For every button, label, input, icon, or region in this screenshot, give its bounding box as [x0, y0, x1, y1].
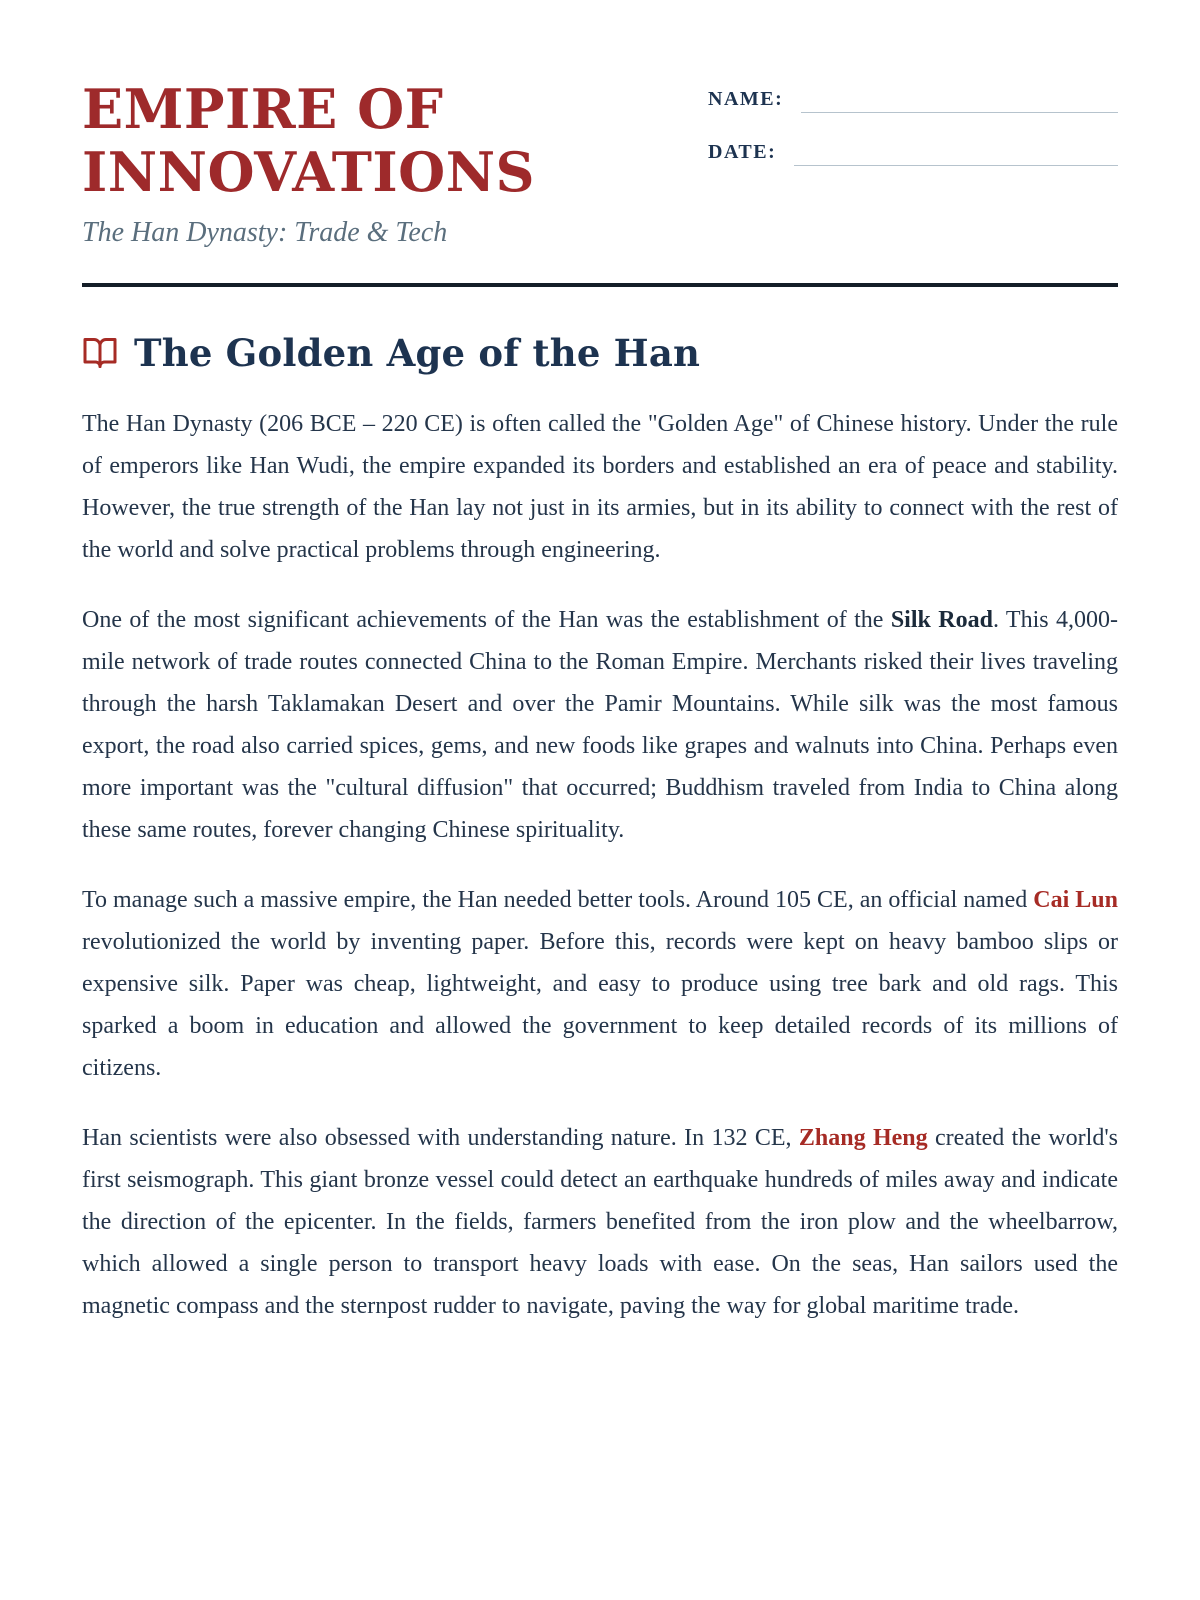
- date-blank-line: [794, 142, 1118, 166]
- body-paragraph: Han scientists were also obsessed with understanding nature. In 132 CE, Zhang Heng created the world's first seismograph. This giant bronze vessel could detect an earthquake hundreds of miles away and indicate the direction of the epicenter. In the fields, farmers benefited from the iron plow and the wheelbarrow, which allowed a single person to transport heavy loads with ease. On the seas, Han sailors used the magnetic compass and the sternpost rudder to navigate, paving the way for global maritime trade.: [82, 1125, 1119, 1320]
- page-subtitle: The Han Dynasty: Trade & Tech: [82, 217, 448, 249]
- section-heading: The Golden Age of the Han: [134, 331, 701, 376]
- header-divider: [82, 283, 1118, 287]
- body-paragraph: One of the most significant achievements of the Han was the establishment of the Silk Road. This 4,000-mile network of trade routes connected China to the Roman Empire. Merchants risked their lives traveling through the harsh Taklamakan Desert and over the Pamir Mountains. While silk was the most famous export, the road also carried spices, gems, and new foods like grapes and walnuts into China. Perhaps even more important was the "cultural diffusion" that occurred; Buddhism traveled from India to China along these same routes, forever changing Chinese spirituality.: [82, 607, 1118, 844]
- name-field-row: [708, 88, 1118, 113]
- date-field-row: [708, 141, 1118, 166]
- section-heading-row: [82, 331, 1118, 375]
- fields-block: [708, 78, 1118, 194]
- name-label: NAME:: [708, 88, 784, 110]
- date-label: DATE:: [708, 141, 777, 163]
- body-copy: [82, 403, 1118, 1327]
- header: [82, 78, 1118, 249]
- title-block: [82, 78, 535, 249]
- body-paragraph: The Han Dynasty (206 BCE – 220 CE) is often called the "Golden Age" of Chinese history. Under the rule of emperors like Han Wudi, the empire expanded its borders and established an era of peace and stability. However, the true strength of the Han lay not just in its armies, but in its ability to connect with the rest of the world and solve practical problems through engineering.: [82, 411, 1118, 564]
- page-title-line2: INNOVATIONS: [82, 139, 536, 204]
- page-title-line1: EMPIRE OF: [82, 77, 444, 141]
- body-paragraph: To manage such a massive empire, the Han needed better tools. Around 105 CE, an official named Cai Lun revolutionized the world by inventing paper. Before this, records were kept on heavy bamboo slips or expensive silk. Paper was cheap, lightweight, and easy to produce using tree bark and old rags. This sparked a boom in education and allowed the government to keep detailed records of its millions of citizens.: [82, 887, 1119, 1082]
- name-blank-line: [801, 89, 1118, 113]
- open-book-icon: [82, 335, 118, 371]
- page-title: [82, 78, 535, 203]
